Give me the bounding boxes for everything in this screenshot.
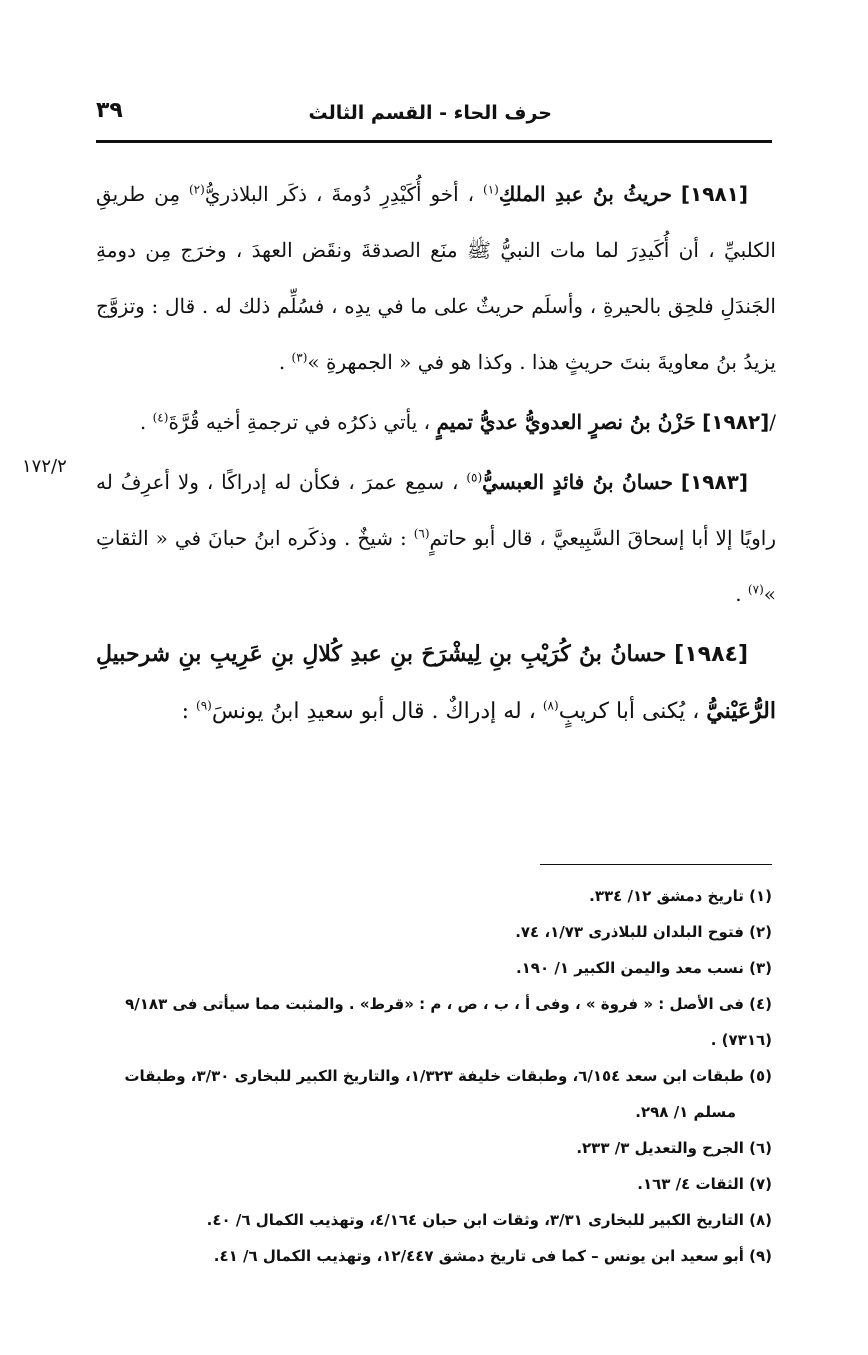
entry-name: حسانُ بنُ كُرَيْبِ بنِ لِيشْرَحَ بنِ عبدِ كُلالِ بنِ عَرِيبِ بنِ شرحبيلِ الرُّعَيْنيُّ	[96, 641, 776, 724]
entry-number: [١٩٨٢]	[702, 410, 770, 434]
entry-text: مِن طريقِ الكلبيِّ ، أن أُكَيدِرَ لما مات النبيُّ ﷺ منَع الصدقةَ ونقَض العهدَ ، وخرَج مِن دومةِ الجَندَلِ فلحِق بالحيرةِ ، وأسلَم حريثٌ على ما في يدِه ، فسُلِّم ذلك له . قال : وتزوَّج يزيدُ بنُ معاويةَ بنتَ حريثٍ هذا . وكذا هو في « الجمهرةِ »	[96, 182, 776, 374]
margin-reference: ١٧٢/٢	[22, 456, 67, 477]
footnote-ref: (٦)	[413, 526, 430, 541]
main-text	[96, 166, 776, 744]
footnote: (٣) نسب معد واليمن الكبير ١/ ١٩٠.	[515, 959, 772, 977]
entry-name: حسانُ بنُ فائدٍ العبسيُّ	[482, 470, 674, 494]
footnote-ref: (٢)	[188, 182, 205, 197]
entry-name: حريثُ بنُ عبدِ الملكِ	[498, 182, 672, 206]
footnote: (٩) أبو سعيد ابن يونس – كما فى تاريخ دمشق ١٢/٤٤٧، وتهذيب الكمال ٦/ ٤١.	[213, 1247, 772, 1265]
header-rule	[96, 140, 772, 143]
footnote: (٨) التاريخ الكبير للبخارى ٣/٣١، وثقات ابن حبان ٤/١٦٤، وتهذيب الكمال ٦/ ٤٠.	[206, 1211, 772, 1229]
page-number: ٣٩	[96, 98, 123, 123]
entry-text: ، سمِع عمرَ ، فكأن له إدراكًا ، ولا أعرِفُ له راويًا إلا أبا إسحاقَ السَّبِيعيَّ ، قال أبو حاتمٍ	[96, 470, 776, 550]
footnote-rule	[540, 864, 772, 865]
footnote: (٢) فتوح البلدان للبلاذرى ١/٧٣، ٧٤.	[515, 923, 772, 941]
entry-end: :	[181, 699, 190, 724]
page-break-mark: /	[769, 410, 776, 434]
entry-end: .	[278, 350, 286, 374]
footnote-ref: (١)	[483, 182, 499, 197]
header-title: حرف الحاء - القسم الثالث	[308, 102, 552, 124]
footnote-ref: (٣)	[291, 350, 308, 365]
footnote-ref: (٥)	[466, 470, 483, 485]
footnote-ref: (٧)	[747, 582, 764, 597]
footnote: (١) تاريخ دمشق ١٢/ ٣٣٤.	[589, 887, 772, 905]
entry-1981	[96, 166, 776, 390]
entry-name: حَزْنُ بنُ نصرٍ العدويُّ عديُّ تميمٍ	[436, 410, 696, 434]
entry-1982	[96, 394, 776, 450]
entry-text: : شيخٌ . وذكَره ابنُ حبانَ في « الثقاتِ »	[96, 526, 776, 606]
entry-text: ، يأتي ذكرُه في ترجمةِ أخيه قُرَّةَ	[168, 410, 431, 434]
entry-text: ، له إدراكٌ . قال أبو سعيدِ ابنُ يونسَ	[211, 699, 536, 724]
entry-end: .	[139, 410, 147, 434]
entry-text: ، يُكنى أبا كريبٍ	[558, 699, 700, 724]
footnote-continuation	[96, 1094, 772, 1130]
entry-number: [١٩٨٤]	[674, 642, 748, 667]
entry-number: [١٩٨١]	[680, 182, 748, 206]
footnote: (٥) طبقات ابن سعد ٦/١٥٤، وطبقات خليفة ١/٣٢٣، والتاريخ الكبير للبخارى ٣/٣٠، وطبقات	[124, 1067, 772, 1085]
entry-text: ، أخو أُكَيْدِرِ دُومةَ ، ذكَر البلاذريُّ	[204, 182, 475, 206]
footnote-ref: (٨)	[542, 698, 559, 713]
footnote: (٦) الجرح والتعديل ٣/ ٢٣٣.	[576, 1139, 772, 1157]
footnote-ref: (٤)	[152, 410, 169, 425]
footnote: (٧) الثقات ٤/ ١٦٣.	[637, 1175, 772, 1193]
entry-1984	[96, 626, 776, 740]
running-header	[96, 98, 772, 134]
entry-number: [١٩٨٣]	[680, 470, 749, 494]
footnote-continuation-text: مسلم ١/ ٢٩٨.	[635, 1103, 736, 1121]
footnotes	[96, 878, 772, 1274]
entry-end: .	[735, 582, 742, 606]
footnote-ref: (٩)	[196, 698, 212, 713]
entry-1983	[96, 454, 776, 622]
footnote: (٤) فى الأصل : « فروة » ، وفى أ ، ب ، ص ، م : «قرط» . والمثبت مما سيأتى فى ٩/١٨٣ (٧٣١٦) .	[125, 995, 772, 1049]
